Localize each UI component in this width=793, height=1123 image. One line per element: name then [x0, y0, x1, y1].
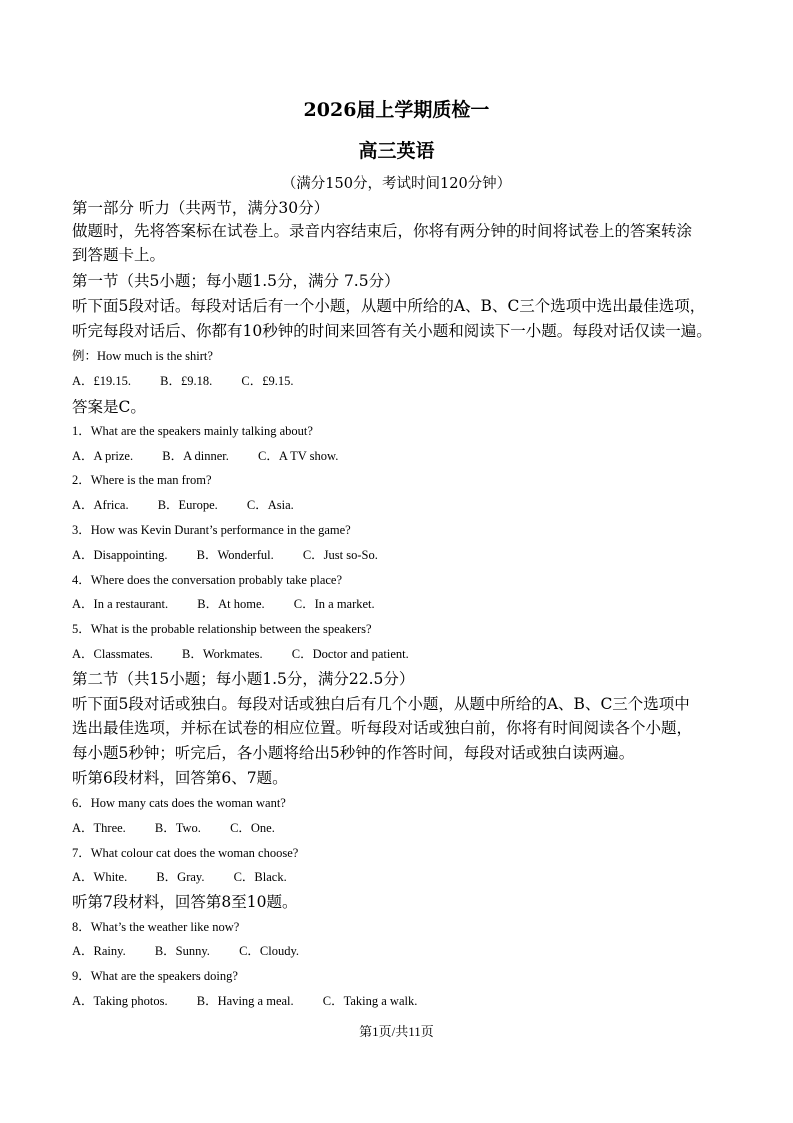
- option-a: A．Classmates.: [72, 647, 153, 661]
- section2-instructions: 听下面5段对话或独白。每段对话或独白后有几个小题，从题中所给的A、B、C三个选项中: [72, 695, 690, 713]
- example-answer: 答案是C。: [72, 398, 146, 416]
- section2-heading: 第二节（共15小题；每小题1.5分，满分22.5分）: [72, 670, 415, 688]
- question-4: 4．Where does the conversation probably take place?: [72, 573, 343, 587]
- example-options: [72, 375, 293, 388]
- group-7-heading: 听第7段材料，回答第8至10题。: [72, 893, 298, 911]
- question-2-options: [72, 499, 294, 512]
- option-c: C．Just so-So.: [302, 548, 378, 562]
- option-a: A．Disappointing.: [72, 548, 168, 562]
- question-6-options: [72, 822, 275, 835]
- option-b: B．A dinner.: [162, 449, 229, 463]
- section2-instructions-cont2: 每小题5秒钟；听完后，各小题将给出5秒钟的作答时间，每段对话或独白读两遍。: [72, 744, 635, 762]
- question-9: 9．What are the speakers doing?: [72, 969, 238, 983]
- question-8: 8．What’s the weather like now?: [72, 920, 240, 934]
- option-a: A．£19.15.: [72, 374, 132, 388]
- section1-instructions-cont: 听完每段对话后、你都有10秒钟的时间来回答有关小题和阅读下一小题。每段对话仅读一遍。: [72, 322, 712, 340]
- page-title: 2026届上学期质检一: [303, 99, 490, 121]
- option-b: B．Having a meal.: [196, 994, 294, 1008]
- option-c: C．Doctor and patient.: [291, 647, 409, 661]
- section2-instructions-cont: 选出最佳选项，并标在试卷的相应位置。听每段对话或独白前，你将有时间阅读各个小题，: [72, 719, 693, 737]
- part1-intro-cont: 到答题卡上。: [72, 246, 166, 264]
- option-b: B．At home.: [197, 597, 265, 611]
- option-c: C．Black.: [233, 870, 287, 884]
- option-a: A．In a restaurant.: [72, 597, 169, 611]
- option-c: C．One.: [230, 821, 275, 835]
- part1-heading: 第一部分 听力（共两节，满分30分）: [72, 199, 330, 217]
- option-b: B．Sunny.: [154, 944, 210, 958]
- question-3: 3．How was Kevin Durant’s performance in the game?: [72, 523, 351, 537]
- option-a: A．Africa.: [72, 498, 129, 512]
- option-c: C．Taking a walk.: [322, 994, 418, 1008]
- example-question: 例：How much is the shirt?: [72, 349, 213, 363]
- option-a: A．White.: [72, 870, 128, 884]
- option-c: C．Asia.: [246, 498, 294, 512]
- part1-intro: 做题时，先将答案标在试卷上。录音内容结束后，你将有两分钟的时间将试卷上的答案转涂: [72, 222, 693, 240]
- option-b: B．Workmates.: [182, 647, 263, 661]
- page-number: 第1页/共11页: [359, 1024, 434, 1039]
- section1-heading: 第一节（共5小题；每小题1.5分，满分 7.5分）: [72, 272, 400, 290]
- question-3-options: [72, 549, 378, 562]
- option-a: A．Three.: [72, 821, 126, 835]
- question-6: 6．How many cats does the woman want?: [72, 796, 286, 810]
- question-8-options: [72, 945, 299, 958]
- group-6-heading: 听第6段材料，回答第6、7题。: [72, 769, 288, 787]
- question-7: 7．What colour cat does the woman choose?: [72, 846, 299, 860]
- option-b: B．Europe.: [157, 498, 218, 512]
- question-1-options: [72, 450, 338, 463]
- question-5-options: [72, 648, 409, 661]
- subject-title: 高三英语: [358, 140, 435, 162]
- question-9-options: [72, 995, 417, 1008]
- option-c: C．A TV show.: [258, 449, 339, 463]
- option-b: B．£9.18.: [160, 374, 213, 388]
- section1-instructions: 听下面5段对话。每段对话后有一个小题，从题中所给的A、B、C三个选项中选出最佳选项，: [72, 297, 706, 315]
- option-a: A．Taking photos.: [72, 994, 168, 1008]
- option-a: A．A prize.: [72, 449, 134, 463]
- question-7-options: [72, 871, 287, 884]
- option-b: B．Wonderful.: [196, 548, 274, 562]
- option-c: C．In a market.: [293, 597, 375, 611]
- question-4-options: [72, 598, 375, 611]
- question-1: 1．What are the speakers mainly talking about?: [72, 424, 313, 438]
- option-b: B．Two.: [154, 821, 201, 835]
- option-c: C．Cloudy.: [239, 944, 300, 958]
- question-2: 2．Where is the man from?: [72, 473, 212, 487]
- option-c: C．£9.15.: [241, 374, 294, 388]
- option-b: B．Gray.: [156, 870, 205, 884]
- option-a: A．Rainy.: [72, 944, 126, 958]
- question-5: 5．What is the probable relationship between the speakers?: [72, 622, 372, 636]
- exam-note: （满分150分，考试时间120分钟）: [281, 176, 512, 192]
